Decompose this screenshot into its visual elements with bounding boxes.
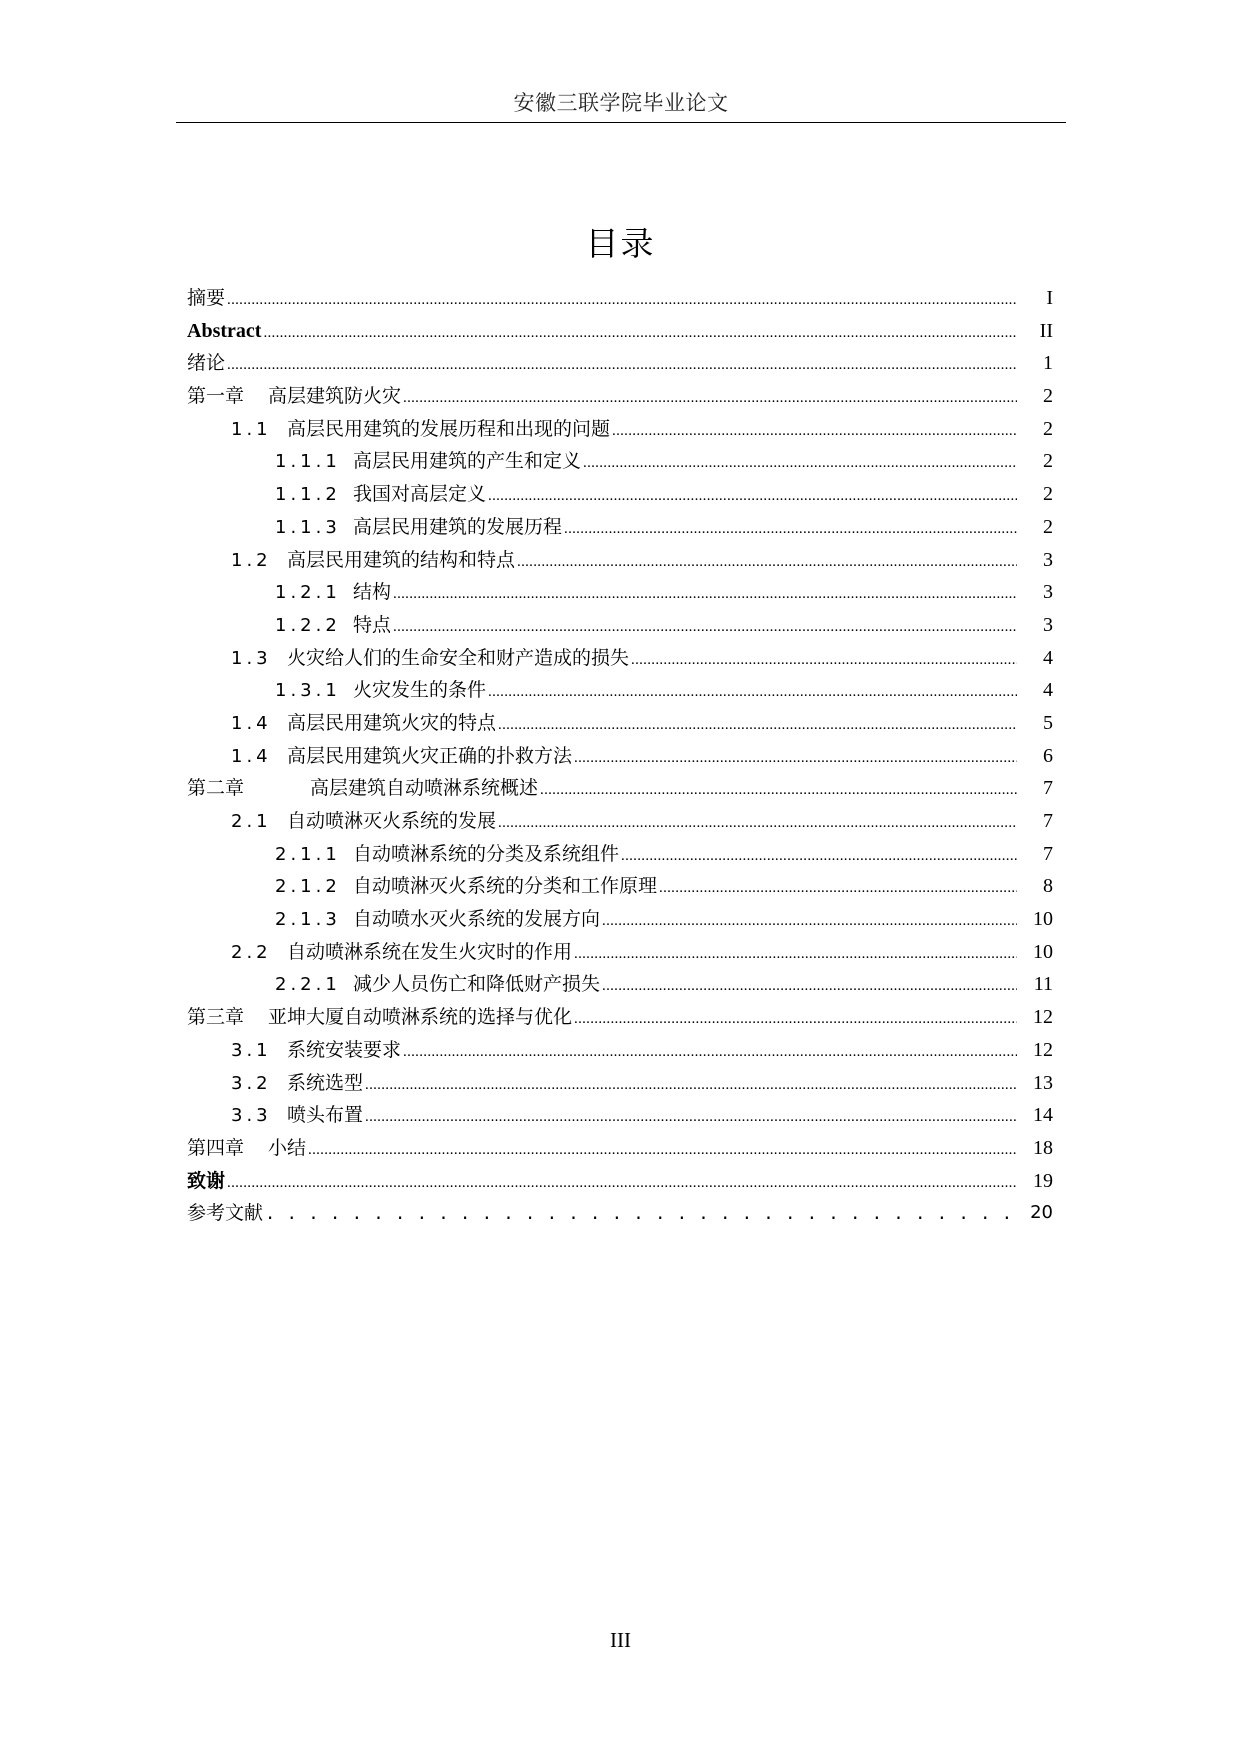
toc-entry-number: 1.2: [231, 549, 272, 571]
toc-entry-number: 2.1.3: [275, 909, 341, 931]
toc-entry-label: 火灾给人们的生命安全和财产造成的损失: [287, 646, 630, 669]
toc-entry-label: 小结: [268, 1136, 307, 1159]
toc-entry-number: 1.1.3: [275, 516, 341, 538]
toc-entry-1-1-3[interactable]: [187, 511, 1053, 544]
toc-entry-1-2-2[interactable]: [187, 609, 1053, 642]
toc-entry-2-1-2[interactable]: [187, 870, 1053, 903]
toc-entry-page: 14: [1032, 1099, 1053, 1132]
page-header: [176, 88, 1066, 123]
toc-entry-label: 高层民用建筑的发展历程: [353, 515, 563, 538]
toc-entry-label: 致谢: [187, 1169, 226, 1192]
toc-entry-chapter-2[interactable]: [187, 772, 1053, 805]
toc-entry-label: 高层民用建筑的结构和特点: [287, 548, 516, 571]
toc-entry-page: 6: [1042, 740, 1053, 773]
page-number: III: [610, 1628, 631, 1652]
toc-entry-label: 自动喷淋灭火系统的分类和工作原理: [353, 875, 658, 898]
toc-entry-page: 1: [1042, 347, 1053, 380]
toc-entry-3-1[interactable]: [187, 1034, 1053, 1067]
toc-entry-page: 4: [1042, 674, 1053, 707]
toc-entry-label: 高层民用建筑火灾正确的扑救方法: [287, 744, 573, 767]
toc-entry-page: 5: [1042, 707, 1053, 740]
toc-entry-1-3-1[interactable]: [187, 674, 1053, 707]
toc-entry-number: 2.1.2: [275, 876, 341, 898]
toc-title: 目录: [585, 224, 656, 263]
toc-entry-page: 2: [1042, 445, 1053, 478]
toc-entry-2-1-3[interactable]: [187, 903, 1053, 936]
toc-entry-number: 第四章: [187, 1136, 245, 1159]
toc-entry-2-1[interactable]: [187, 805, 1053, 838]
toc-entry-1-4-b[interactable]: [187, 740, 1053, 773]
toc-entry-number: 1.4: [231, 712, 272, 734]
toc-entry-number: 3.1: [231, 1039, 272, 1061]
toc-entry-number: 1.2.1: [275, 582, 341, 604]
toc-entry-1-4[interactable]: [187, 707, 1053, 740]
toc-entry-number: 第二章: [187, 777, 245, 800]
toc-entry-number: 3.3: [231, 1105, 272, 1127]
toc-entry-label: 高层民用建筑的发展历程和出现的问题: [287, 417, 611, 440]
toc-entry-number: 第三章: [187, 1006, 245, 1029]
toc-entry-number: 第一章: [187, 385, 245, 408]
toc-entry-number: 2.1: [231, 811, 272, 832]
toc-entry-page: 8: [1042, 870, 1053, 903]
toc-entry-label: 高层建筑自动喷淋系统概述: [310, 777, 539, 800]
toc-entry-number: 1.1: [231, 418, 272, 440]
toc-entry-label: Abstract: [187, 319, 262, 342]
toc-entry-number: 1.4: [231, 745, 272, 767]
toc-entry-introduction[interactable]: [187, 347, 1053, 380]
toc-entry-number: 2.1.1: [275, 843, 341, 865]
toc-entry-number: 2.2.1: [275, 974, 341, 996]
toc-entry-number: 1.1.1: [275, 451, 341, 473]
toc-entry-label: 减少人员伤亡和降低财产损失: [353, 973, 601, 996]
table-of-contents: [187, 282, 1053, 1230]
toc-entry-chapter-4[interactable]: [187, 1132, 1053, 1165]
toc-entry-label: 亚坤大厦自动喷淋系统的选择与优化: [268, 1006, 573, 1029]
toc-entry-label: 自动喷淋系统的分类及系统组件: [353, 842, 620, 865]
toc-entry-abstract-cn[interactable]: [187, 282, 1053, 315]
toc-entry-page: 7: [1042, 838, 1053, 871]
toc-entry-page: 12: [1032, 1001, 1053, 1034]
toc-entry-3-2[interactable]: [187, 1067, 1053, 1100]
toc-entry-2-2-1[interactable]: [187, 968, 1053, 1001]
toc-entry-page: 2: [1042, 511, 1053, 544]
toc-entry-page: 13: [1032, 1067, 1053, 1100]
toc-entry-acknowledgements[interactable]: [187, 1165, 1053, 1198]
toc-entry-label: 高层建筑防火灾: [268, 385, 402, 408]
toc-entry-label: 绪论: [187, 352, 226, 375]
toc-entry-2-1-1[interactable]: [187, 838, 1053, 871]
toc-entry-number: 1.3: [231, 647, 272, 669]
toc-entry-page: II: [1039, 315, 1053, 348]
toc-entry-page: 10: [1032, 903, 1053, 936]
toc-entry-1-3[interactable]: [187, 642, 1053, 675]
toc-entry-1-1[interactable]: [187, 413, 1053, 446]
toc-entry-label: 自动喷淋系统在发生火灾时的作用: [287, 940, 573, 963]
toc-entry-label: 系统选型: [287, 1071, 364, 1094]
toc-entry-label: 喷头布置: [287, 1104, 364, 1127]
toc-entry-label: 我国对高层定义: [353, 483, 487, 506]
toc-entry-label: 自动喷水灭火系统的发展方向: [353, 908, 601, 931]
toc-entry-page: 10: [1032, 936, 1053, 969]
toc-entry-number: 3.2: [231, 1072, 272, 1094]
toc-entry-number: 1.1.2: [275, 484, 341, 506]
toc-entry-page: 19: [1032, 1165, 1053, 1198]
toc-entry-1-2[interactable]: [187, 544, 1053, 577]
toc-entry-number: 1.2.2: [275, 614, 341, 636]
toc-entry-chapter-1[interactable]: [187, 380, 1053, 413]
toc-entry-chapter-3[interactable]: [187, 1001, 1053, 1034]
toc-entry-page: 12: [1032, 1034, 1053, 1067]
toc-entry-label: 自动喷淋灭火系统的发展: [287, 810, 497, 832]
toc-entry-1-1-1[interactable]: [187, 445, 1053, 478]
toc-entry-page: 4: [1042, 642, 1053, 675]
toc-entry-page: 3: [1042, 609, 1053, 642]
toc-entry-label: 参考文献: [187, 1202, 264, 1225]
toc-entry-2-2[interactable]: [187, 936, 1053, 969]
toc-entry-3-3[interactable]: [187, 1099, 1053, 1132]
header-title: 安徽三联学院毕业论文: [513, 91, 729, 115]
toc-entry-page: 2: [1042, 478, 1053, 511]
toc-entry-number: 2.2: [231, 941, 272, 963]
toc-entry-page: 18: [1032, 1132, 1053, 1165]
toc-entry-page: 3: [1042, 544, 1053, 577]
toc-entry-label: 特点: [353, 613, 392, 636]
toc-entry-page: 11: [1033, 968, 1053, 1001]
toc-entry-label: 系统安装要求: [287, 1038, 402, 1061]
toc-entry-label: 高层民用建筑的产生和定义: [353, 450, 582, 473]
toc-entry-page: 7: [1042, 805, 1053, 838]
toc-entry-page: 7: [1042, 772, 1053, 805]
toc-entry-label: 火灾发生的条件: [353, 679, 487, 702]
toc-entry-label: 高层民用建筑火灾的特点: [287, 711, 497, 734]
toc-entry-abstract-en[interactable]: [187, 315, 1053, 348]
toc-entry-page: I: [1045, 282, 1053, 315]
toc-entry-page: 3: [1042, 576, 1053, 609]
toc-entry-1-2-1[interactable]: [187, 576, 1053, 609]
toc-entry-page: 2: [1042, 413, 1053, 446]
toc-entry-label: 结构: [353, 581, 392, 604]
toc-entry-page: 2: [1042, 380, 1053, 413]
toc-entry-page: 20: [1029, 1197, 1053, 1230]
toc-entry-label: 摘要: [187, 287, 226, 309]
toc-entry-number: 1.3.1: [275, 680, 341, 702]
toc-entry-1-1-2[interactable]: [187, 478, 1053, 511]
toc-entry-references[interactable]: [187, 1197, 1053, 1230]
